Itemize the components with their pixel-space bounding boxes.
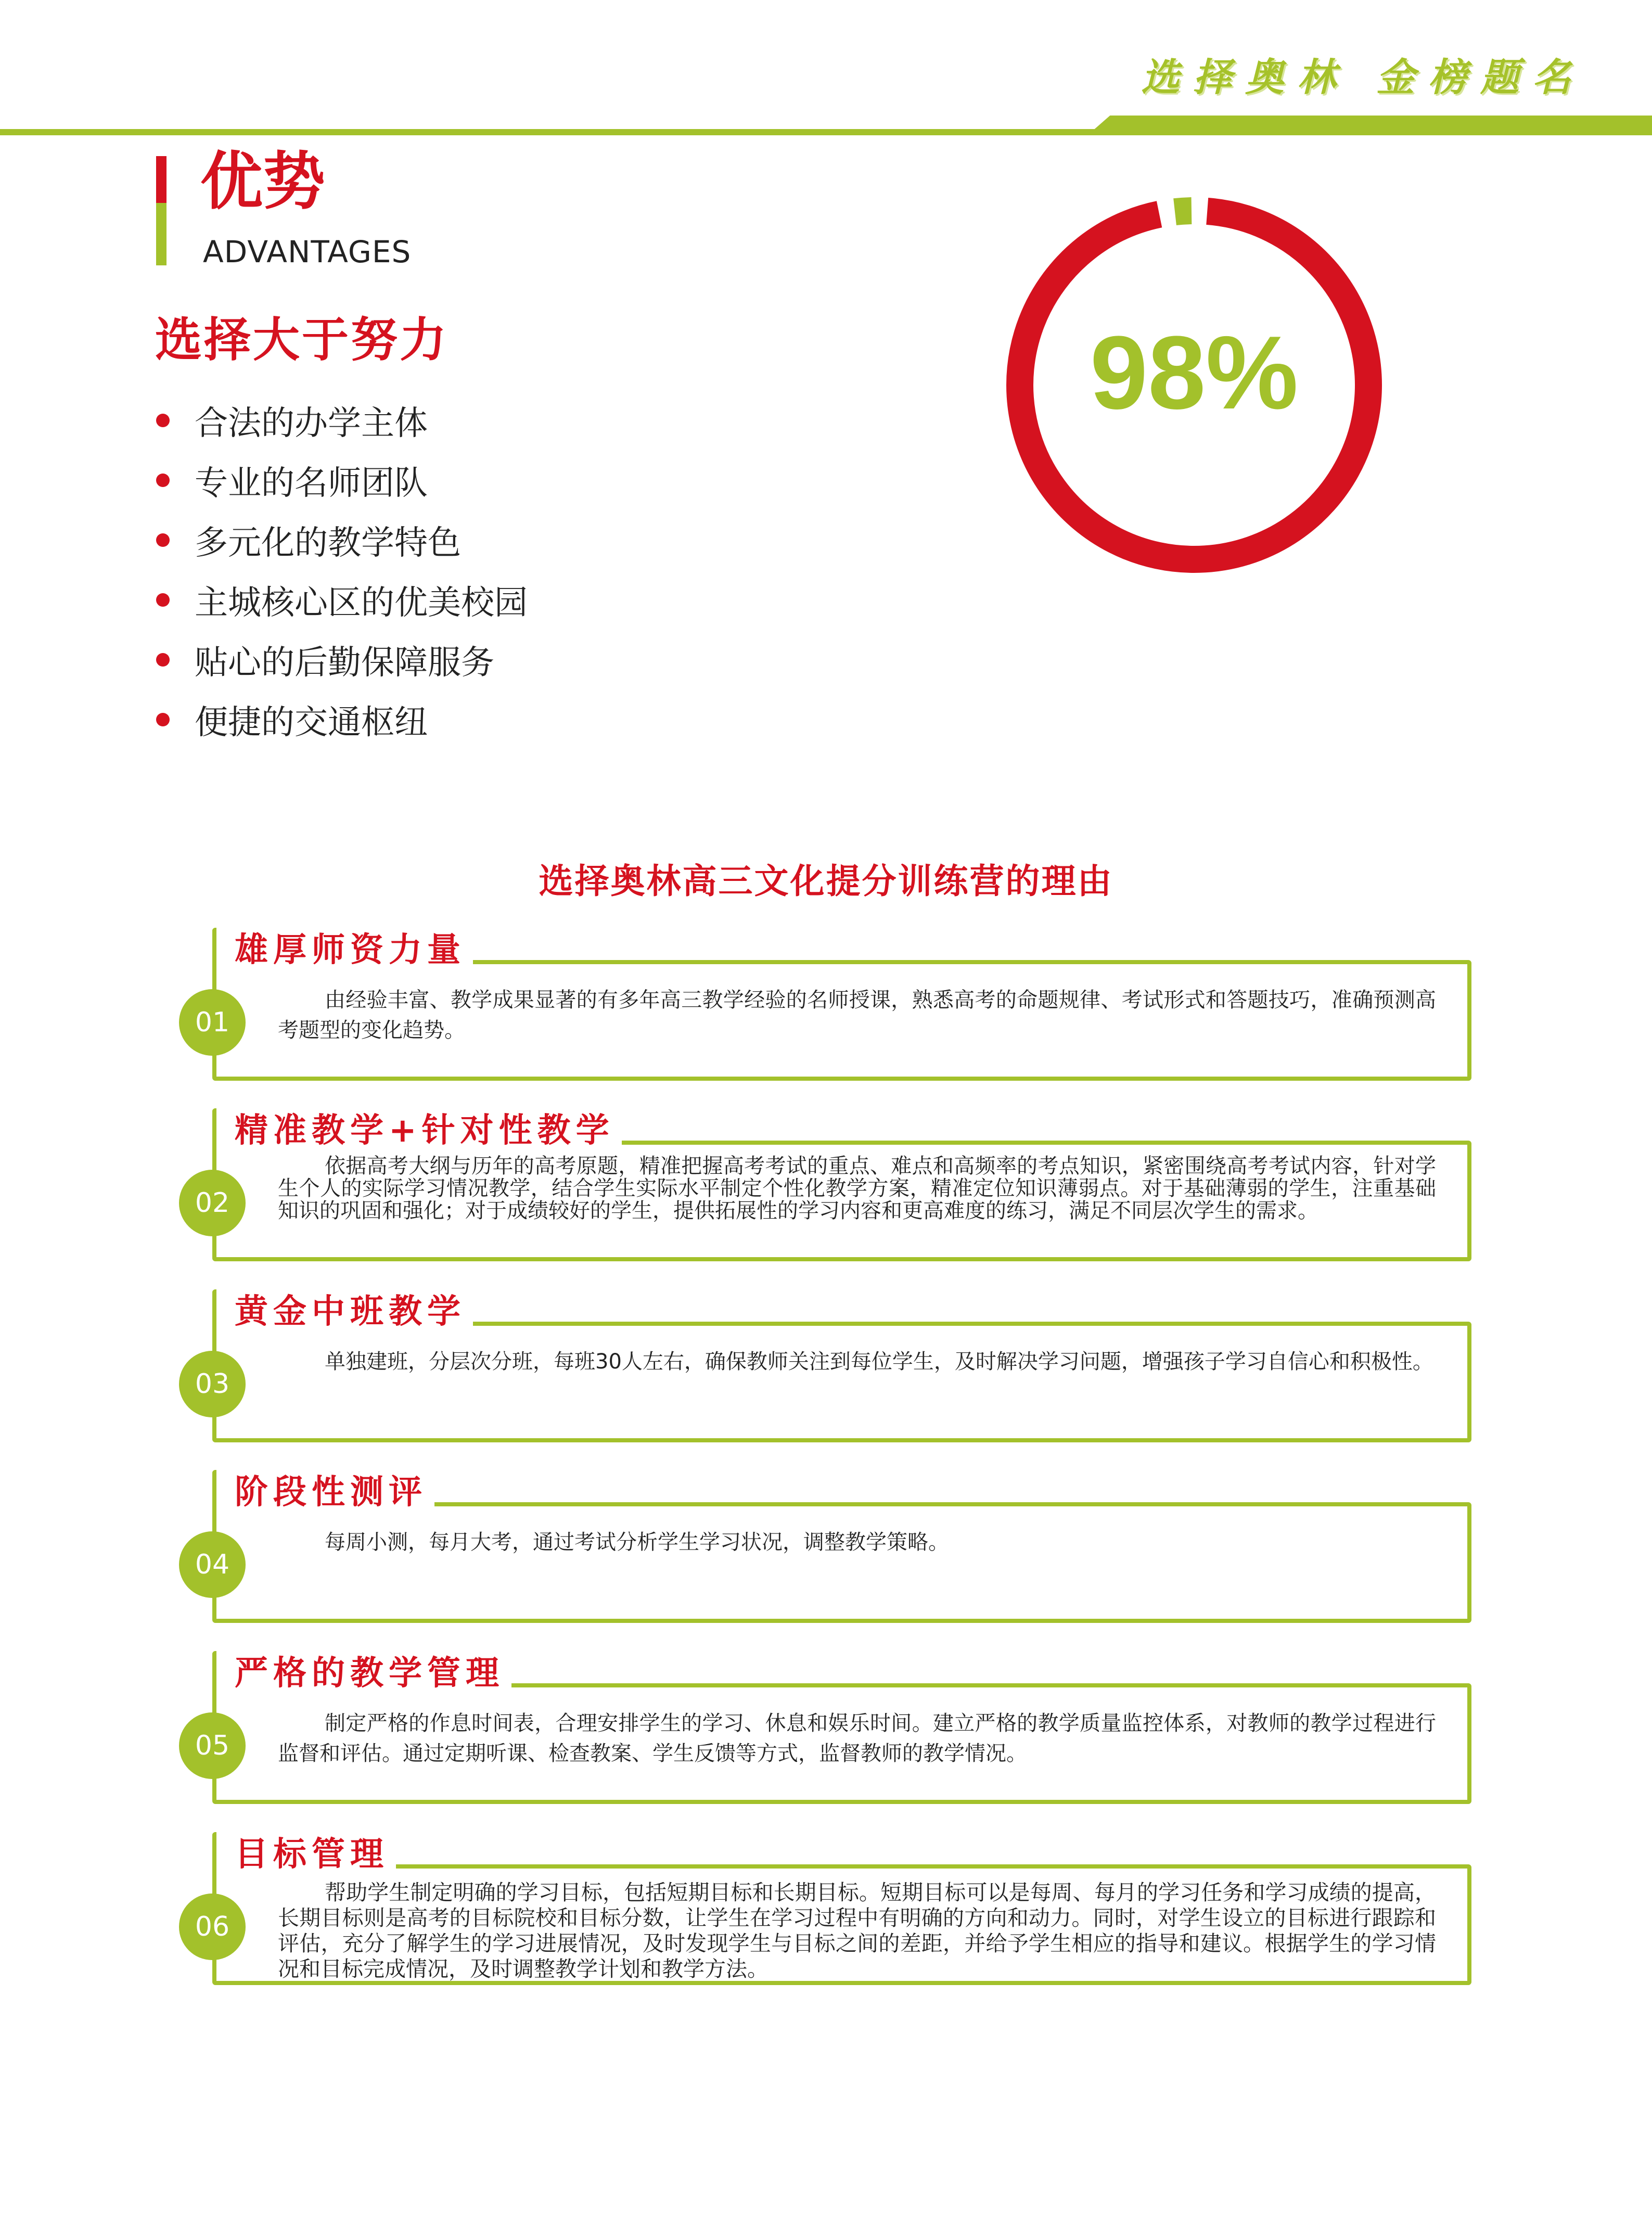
section-subtitle: ADVANTAGES xyxy=(203,234,412,270)
card-number-badge: 01 xyxy=(179,989,246,1056)
card-title: 阶段性测评 xyxy=(216,1470,427,1515)
section-title: 优势 xyxy=(200,146,325,218)
list-item xyxy=(156,689,528,749)
card-title: 雄厚师资力量 xyxy=(216,928,466,973)
list-item-label: 贴心的后勤保障服务 xyxy=(195,643,494,682)
list-item-label: 便捷的交通枢纽 xyxy=(195,703,428,742)
card-title: 严格的教学管理 xyxy=(216,1651,504,1696)
card-header xyxy=(216,1832,396,1877)
bullet-dot-icon xyxy=(156,533,170,547)
card-header xyxy=(216,1108,622,1153)
bullet-dot-icon xyxy=(156,593,170,607)
list-item-label: 专业的名师团队 xyxy=(195,464,428,503)
list-item-label: 合法的办学主体 xyxy=(195,404,428,443)
card-header xyxy=(216,928,473,973)
list-item xyxy=(156,510,528,570)
bullet-dot-icon xyxy=(156,653,170,667)
section-marker-red xyxy=(156,156,167,203)
card-text: 单独建班，分层次分班，每班30人左右，确保教师关注到每位学生，及时解决学习问题，增强孩子学习自信心和积极性。 xyxy=(325,1350,1433,1374)
bullet-dot-icon xyxy=(156,474,170,487)
card-text: 依据高考大纲与历年的高考原题，精准把握高考考试的重点、难点和高频率的考点知识，紧密围绕高考考试内容，针对学生个人的实际学习情况教学，结合学生实际水平制定个性化教学方案，精准定位知识薄弱点。对于基础薄弱的学生，注重基础知识的巩固和强化；对于成绩较好的学生，提供拓展性的学习内容和更高难度的练习，满足不同层次学生的需求。 xyxy=(278,1154,1436,1223)
list-item xyxy=(156,390,528,450)
reasons-title: 选择奥林高三文化提分训练营的理由 xyxy=(539,861,1113,901)
card-number-badge: 04 xyxy=(179,1531,246,1598)
headline: 选择大于努力 xyxy=(155,313,449,367)
card-header xyxy=(216,1651,511,1696)
card-number-badge: 05 xyxy=(179,1712,246,1779)
list-item-label: 多元化的教学特色 xyxy=(195,523,461,562)
bullet-dot-icon xyxy=(156,713,170,726)
card-title: 目标管理 xyxy=(216,1832,389,1877)
card-header xyxy=(216,1289,473,1334)
card-text: 由经验丰富、教学成果显著的有多年高三教学经验的名师授课，熟悉高考的命题规律、考试形式和答题技巧，准确预测高考题型的变化趋势。 xyxy=(278,988,1436,1042)
bullet-dot-icon xyxy=(156,414,170,427)
card-number-badge: 06 xyxy=(179,1893,246,1960)
card-header xyxy=(216,1470,434,1515)
reason-card xyxy=(195,1473,1471,1623)
advantage-list xyxy=(156,390,528,749)
list-item xyxy=(156,570,528,630)
list-item xyxy=(156,450,528,510)
card-text: 每周小测，每月大考，通过考试分析学生学习状况，调整教学策略。 xyxy=(325,1530,949,1554)
card-text: 制定严格的作息时间表，合理安排学生的学习、休息和娱乐时间。建立严格的教学质量监控体系，对教师的教学过程进行监督和评估。通过定期听课、检查教案、学生反馈等方式，监督教师的教学情况。 xyxy=(278,1711,1436,1765)
reason-card xyxy=(195,1835,1471,1985)
reason-card xyxy=(195,1293,1471,1442)
card-text: 帮助学生制定明确的学习目标，包括短期目标和长期目标。短期目标可以是每周、每月的学习任务和学习成绩的提高，长期目标则是高考的目标院校和目标分数，让学生在学习过程中有明确的方向和动力。同时，对学生设立的目标进行跟踪和评估，充分了解学生的学习进展情况，及时发现学生与目标之间的差距，并给予学生相应的指导和建议。根据学生的学习情况和目标完成情况，及时调整教学计划和教学方法。 xyxy=(278,1880,1436,1981)
reason-card xyxy=(195,1654,1471,1804)
card-number-badge: 02 xyxy=(179,1170,246,1236)
card-number-badge: 03 xyxy=(179,1351,246,1417)
list-item-label: 主城核心区的优美校园 xyxy=(195,583,528,622)
donut-remainder-arc xyxy=(1175,211,1192,212)
section-marker-green xyxy=(156,203,167,265)
list-item xyxy=(156,630,528,689)
reason-card xyxy=(195,1111,1471,1261)
header-slogan: 选择奥林 金榜题名 xyxy=(1141,55,1584,100)
reason-card xyxy=(195,931,1471,1081)
header-rule-accent xyxy=(1087,116,1652,135)
percentage-donut xyxy=(1002,193,1387,578)
card-title: 精准教学+针对性教学 xyxy=(216,1108,614,1153)
donut-value-label: 98% xyxy=(1090,315,1299,431)
card-title: 黄金中班教学 xyxy=(216,1289,466,1334)
